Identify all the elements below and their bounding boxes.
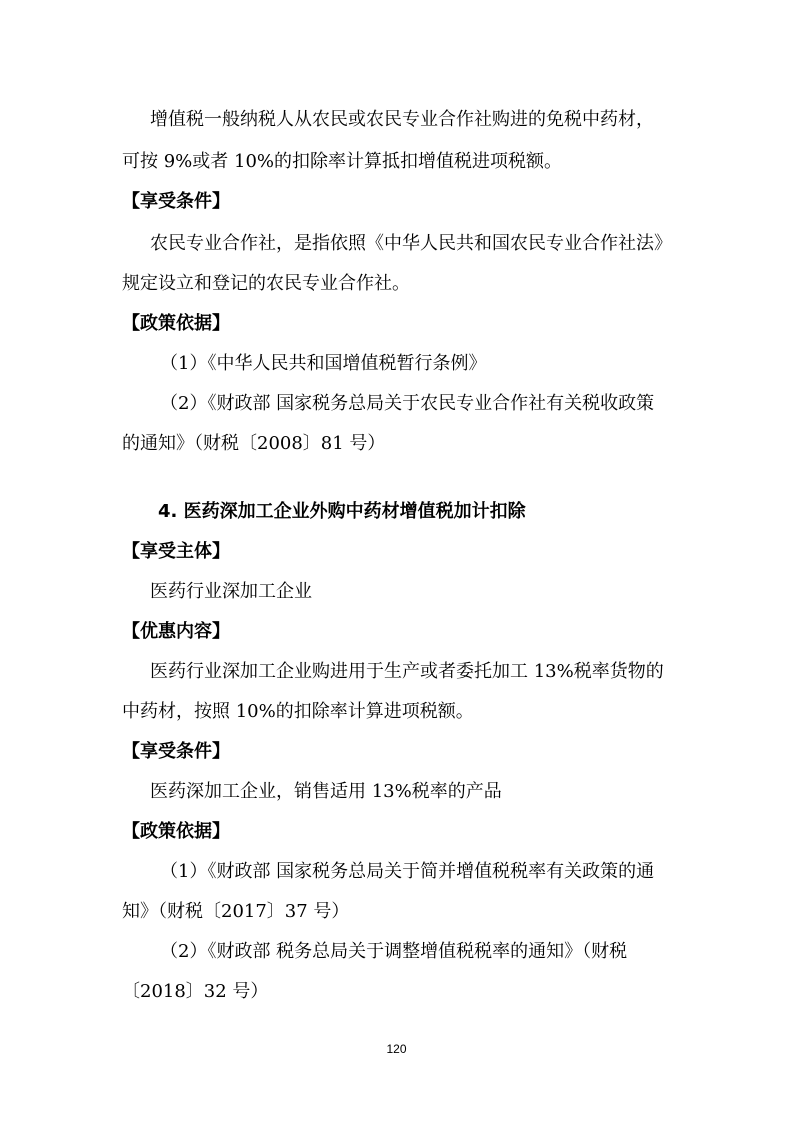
citation-line: 〔2018〕32 号） bbox=[122, 981, 269, 1002]
section-heading-subject: 【享受主体】 bbox=[122, 541, 230, 562]
section-heading-basis: 【政策依据】 bbox=[122, 313, 230, 334]
body-line: 规定设立和登记的农民专业合作社。 bbox=[122, 273, 410, 294]
section-heading-conditions: 【享受条件】 bbox=[122, 191, 230, 212]
page-number: 120 bbox=[386, 1042, 407, 1056]
citation-line: （1）《中华人民共和国增值税暂行条例》 bbox=[160, 353, 487, 374]
body-line: 农民专业合作社，是指依照《中华人民共和国农民专业合作社法》 bbox=[150, 233, 672, 254]
body-line: 增值税一般纳税人从农民或农民专业合作社购进的免税中药材， bbox=[150, 109, 654, 130]
citation-line: （2）《财政部 税务总局关于调整增值税税率的通知》（财税 bbox=[160, 941, 628, 962]
section-heading-content: 【优惠内容】 bbox=[122, 621, 230, 642]
section-title: 4. 医药深加工企业外购中药材增值税加计扣除 bbox=[158, 501, 526, 522]
section-heading-conditions: 【享受条件】 bbox=[122, 741, 230, 762]
citation-line: （2）《财政部 国家税务总局关于农民专业合作社有关税收政策 bbox=[160, 393, 655, 414]
body-line: 中药材，按照 10%的扣除率计算进项税额。 bbox=[122, 701, 474, 722]
section-heading-basis: 【政策依据】 bbox=[122, 821, 230, 842]
body-line: 医药行业深加工企业 bbox=[150, 581, 312, 602]
body-line: 医药行业深加工企业购进用于生产或者委托加工 13%税率货物的 bbox=[150, 661, 664, 682]
body-line: 医药深加工企业，销售适用 13%税率的产品 bbox=[150, 781, 502, 802]
citation-line: （1）《财政部 国家税务总局关于简并增值税税率有关政策的通 bbox=[160, 861, 655, 882]
body-line: 可按 9%或者 10%的扣除率计算抵扣增值税进项税额。 bbox=[122, 151, 563, 172]
citation-line: 的通知》（财税〔2008〕81 号） bbox=[122, 433, 386, 454]
citation-line: 知》（财税〔2017〕37 号） bbox=[122, 901, 350, 922]
